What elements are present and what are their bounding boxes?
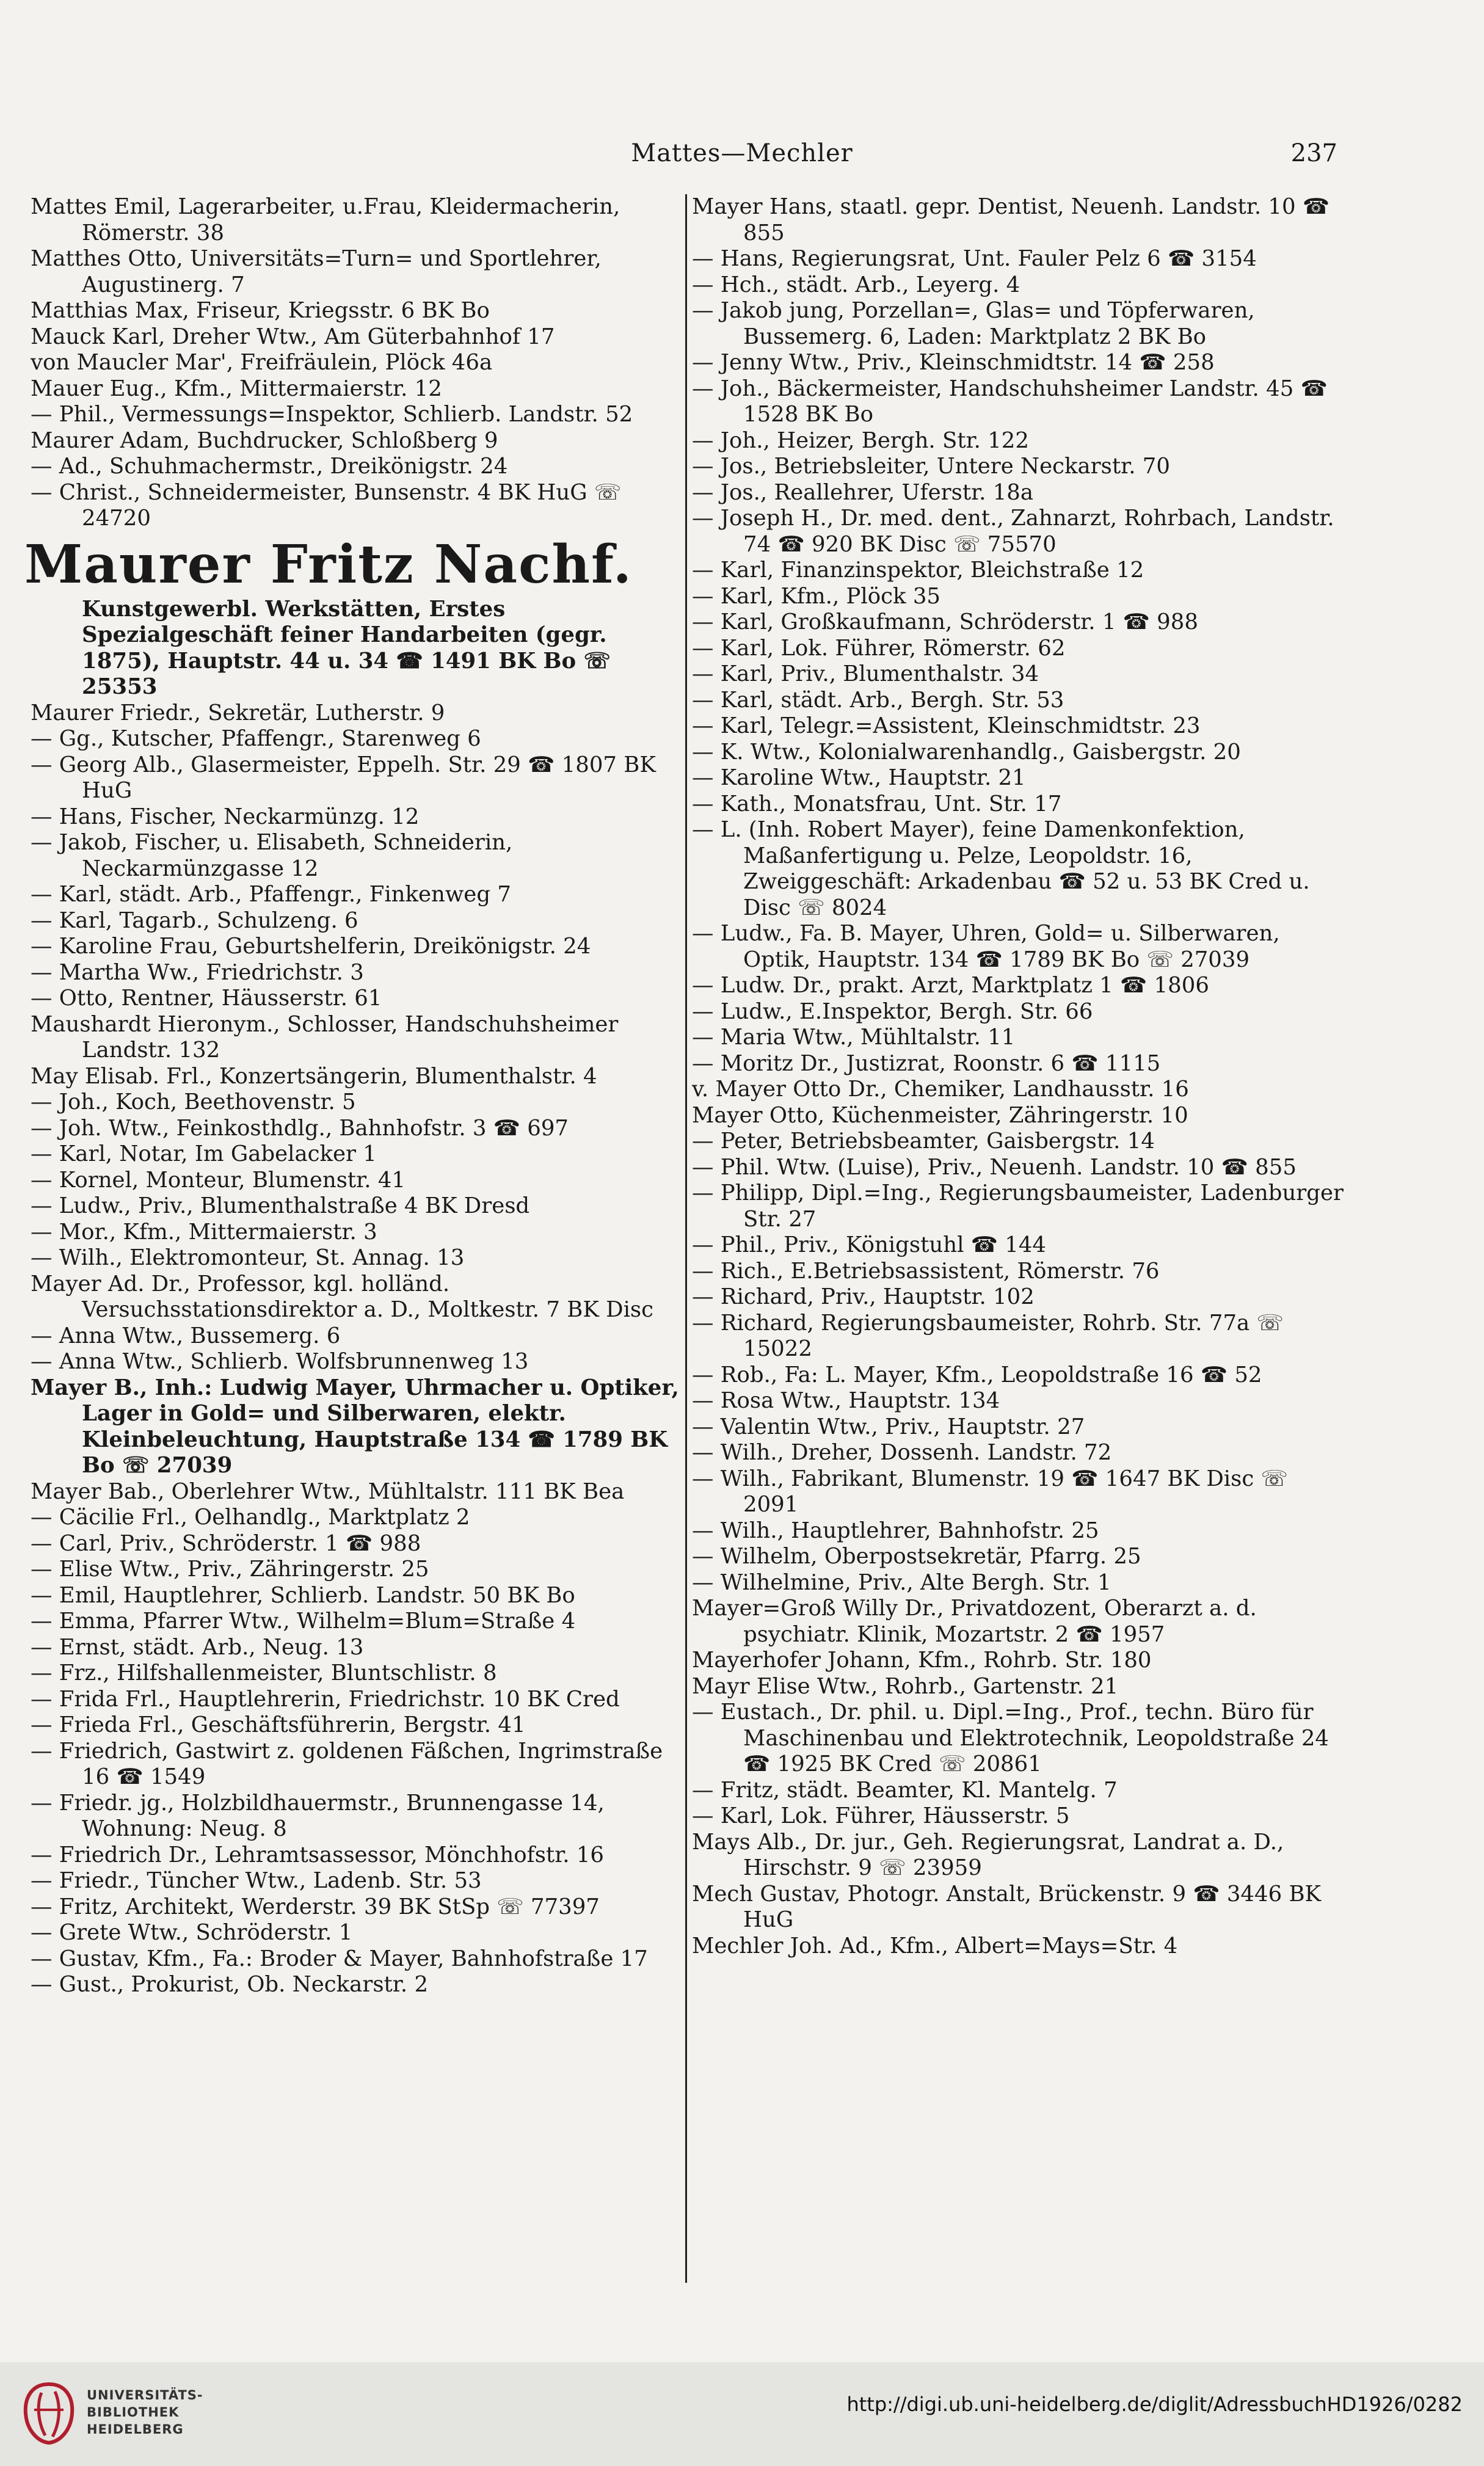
directory-entry: Mauck Karl, Dreher Wtw., Am Güterbahnhof 17	[31, 324, 555, 349]
directory-entry: — Friedr., Tüncher Wtw., Ladenb. Str. 53	[31, 1868, 482, 1893]
directory-entry: — Jakob, Fischer, u. Elisabeth, Schneiderin, Neckarmünzgasse 12	[31, 830, 513, 881]
directory-entry: — Peter, Betriebsbeamter, Gaisbergstr. 14	[692, 1129, 1155, 1154]
directory-entry: — Kath., Monatsfrau, Unt. Str. 17	[692, 791, 1062, 817]
directory-entry: — Gustav, Kfm., Fa.: Broder & Mayer, Bahnhofstraße 17	[31, 1946, 648, 1971]
directory-entry: — Maria Wtw., Mühltalstr. 11	[692, 1025, 1016, 1050]
right-column	[692, 194, 1349, 1959]
directory-entry: Mayer=Groß Willy Dr., Privatdozent, Oberarzt a. d. psychiatr. Klinik, Mozartstr. 2 ☎ 1957	[692, 1596, 1257, 1647]
directory-entry: Mayr Elise Wtw., Rohrb., Gartenstr. 21	[692, 1673, 1119, 1699]
directory-entry: — Anna Wtw., Schlierb. Wolfsbrunnenweg 13	[31, 1349, 529, 1374]
directory-entry: Mayer Hans, staatl. gepr. Dentist, Neuenh. Landstr. 10 ☎ 855	[692, 194, 1330, 246]
directory-entry: — Karl, städt. Arb., Bergh. Str. 53	[692, 687, 1064, 713]
directory-entry: — Joh. Wtw., Feinkosthdlg., Bahnhofstr. 3 ☎ 697	[31, 1115, 569, 1141]
directory-entry: — Karl, Telegr.=Assistent, Kleinschmidtstr. 23	[692, 713, 1201, 738]
logo-text	[87, 2387, 203, 2438]
logo-line: BIBLIOTHEK	[87, 2405, 180, 2420]
directory-entry: — Karl, Lok. Führer, Römerstr. 62	[692, 635, 1066, 661]
directory-entry: — Moritz Dr., Justizrat, Roonstr. 6 ☎ 1115	[692, 1050, 1161, 1076]
directory-entry: Mechler Joh. Ad., Kfm., Albert=Mays=Str. 4	[692, 1933, 1178, 1959]
page-title: Mattes—Mechler	[631, 139, 853, 167]
directory-entry: — Joh., Heizer, Bergh. Str. 122	[692, 427, 1029, 453]
directory-entry: — Jos., Reallehrer, Uferstr. 18a	[692, 479, 1034, 505]
directory-entry: v. Mayer Otto Dr., Chemiker, Landhausstr. 16	[692, 1077, 1189, 1102]
directory-entry: — Karl, Tagarb., Schulzeng. 6	[31, 907, 358, 933]
directory-entry: — Jakob jung, Porzellan=, Glas= und Töpferwaren, Bussemerg. 6, Laden: Marktplatz 2 BK Bo	[692, 298, 1255, 349]
directory-entry: — Valentin Wtw., Priv., Hauptstr. 27	[692, 1414, 1085, 1439]
directory-entry: — Frz., Hilfshallenmeister, Bluntschlistr. 8	[31, 1660, 497, 1686]
directory-entry: — Eustach., Dr. phil. u. Dipl.=Ing., Prof., techn. Büro für Maschinenbau und Elektrotechnik, Leopoldstraße 24 ☎ 1925 BK Cred ☏ 20861	[692, 1700, 1329, 1777]
directory-entry: — Hans, Fischer, Neckarmünzg. 12	[31, 804, 420, 829]
directory-entry: — Ad., Schuhmachermstr., Dreikönigstr. 24	[31, 454, 508, 479]
directory-entry: — Frida Frl., Hauptlehrerin, Friedrichstr. 10 BK Cred	[31, 1686, 620, 1712]
logo-line: HEIDELBERG	[87, 2422, 184, 2437]
advertisement-name: Maurer Fritz Nachf.	[24, 533, 633, 595]
directory-entry: — Joseph H., Dr. med. dent., Zahnarzt, Rohrbach, Landstr. 74 ☎ 920 BK Disc ☏ 75570	[692, 506, 1334, 557]
directory-entry: Mayer Ad. Dr., Professor, kgl. holländ. Versuchsstationsdirektor a. D., Moltkestr. 7 BK Disc	[31, 1271, 654, 1322]
directory-entry: Maushardt Hieronym., Schlosser, Handschuhsheimer Landstr. 132	[31, 1011, 619, 1063]
directory-entry: — Ludw., Priv., Blumenthalstraße 4 BK Dresd	[31, 1193, 530, 1218]
directory-entry: — Anna Wtw., Bussemerg. 6	[31, 1323, 341, 1348]
directory-entry: — Wilhelmine, Priv., Alte Bergh. Str. 1	[692, 1569, 1111, 1595]
running-head	[0, 139, 1484, 176]
directory-entry: — Wilh., Hauptlehrer, Bahnhofstr. 25	[692, 1518, 1099, 1543]
directory-entry: — Richard, Priv., Hauptstr. 102	[692, 1284, 1035, 1309]
library-logo[interactable]	[18, 2379, 214, 2453]
directory-entry: — Karl, städt. Arb., Pfaffengr., Finkenweg 7	[31, 882, 511, 907]
directory-entry: May Elisab. Frl., Konzertsängerin, Blumenthalstr. 4	[31, 1063, 597, 1089]
directory-entry: — Frieda Frl., Geschäftsführerin, Bergstr. 41	[31, 1712, 526, 1737]
permalink-url[interactable]: http://digi.ub.uni-heidelberg.de/diglit/AdressbuchHD1926/0282	[846, 2393, 1463, 2416]
directory-entry: — Friedr. jg., Holzbildhauermstr., Brunnengasse 14, Wohnung: Neug. 8	[31, 1790, 605, 1841]
directory-entry: Matthes Otto, Universitäts=Turn= und Sportlehrer, Augustinerg. 7	[31, 246, 602, 297]
directory-entry: — Wilh., Elektromonteur, St. Annag. 13	[31, 1245, 465, 1270]
directory-entry: — Christ., Schneidermeister, Bunsenstr. 4 BK HuG ☏ 24720	[31, 479, 622, 531]
left-column	[24, 194, 680, 1998]
directory-entry: — Fritz, städt. Beamter, Kl. Mantelg. 7	[692, 1777, 1118, 1803]
directory-entry: — L. (Inh. Robert Mayer), feine Damenkonfektion, Maßanfertigung u. Pelze, Leopoldstr. 16, Zweiggeschäft: Arkadenbau ☎ 52 u. 53 BK Cred u. Disc ☏ 8024	[692, 817, 1310, 920]
directory-entry: — Mor., Kfm., Mittermaierstr. 3	[31, 1219, 377, 1245]
directory-entry: Mays Alb., Dr. jur., Geh. Regierungsrat, Landrat a. D., Hirschstr. 9 ☏ 23959	[692, 1829, 1284, 1880]
directory-entry: Mayerhofer Johann, Kfm., Rohrb. Str. 180	[692, 1648, 1152, 1673]
directory-entry: — Jos., Betriebsleiter, Untere Neckarstr. 70	[692, 454, 1170, 479]
directory-entry: — Kornel, Monteur, Blumenstr. 41	[31, 1167, 406, 1193]
directory-entry: Maurer Friedr., Sekretär, Lutherstr. 9	[31, 700, 445, 726]
directory-entry: — Grete Wtw., Schröderstr. 1	[31, 1920, 353, 1945]
directory-entry: — Joh., Koch, Beethovenstr. 5	[31, 1089, 356, 1115]
directory-entry: — Gust., Prokurist, Ob. Neckarstr. 2	[31, 1972, 429, 1997]
logo-line: UNIVERSITÄTS-	[87, 2388, 203, 2402]
directory-entry: — Rob., Fa: L. Mayer, Kfm., Leopoldstraße 16 ☎ 52	[692, 1362, 1262, 1388]
directory-entry: — Friedrich Dr., Lehramtsassessor, Mönchhofstr. 16	[31, 1842, 604, 1868]
directory-entry: — Martha Ww., Friedrichstr. 3	[31, 959, 364, 985]
directory-entry: Maurer Adam, Buchdrucker, Schloßberg 9	[31, 427, 498, 453]
directory-entry: — Karl, Priv., Blumenthalstr. 34	[692, 661, 1039, 686]
directory-entry: — Carl, Priv., Schröderstr. 1 ☎ 988	[31, 1530, 421, 1556]
directory-entry: — Fritz, Architekt, Werderstr. 39 BK StSp ☏ 77397	[31, 1894, 600, 1919]
directory-entry: Mayer Bab., Oberlehrer Wtw., Mühltalstr. 111 BK Bea	[31, 1479, 625, 1504]
directory-entry-highlighted: Mayer B., Inh.: Ludwig Mayer, Uhrmacher u. Optiker, Lager in Gold= und Silberwaren, elektr. Kleinbeleuchtung, Hauptstraße 134 ☎ 1789 BK Bo ☏ 27039	[31, 1375, 679, 1478]
directory-entry: von Maucler Mar', Freifräulein, Plöck 46a	[31, 350, 493, 375]
directory-entry: — Elise Wtw., Priv., Zähringerstr. 25	[31, 1557, 429, 1582]
directory-entry: — Emma, Pfarrer Wtw., Wilhelm=Blum=Straße 4	[31, 1609, 576, 1634]
directory-entry: — Otto, Rentner, Häusserstr. 61	[31, 986, 382, 1011]
directory-entry: — Rosa Wtw., Hauptstr. 134	[692, 1388, 1000, 1413]
directory-entry: — Ludw., Fa. B. Mayer, Uhren, Gold= u. Silberwaren, Optik, Hauptstr. 134 ☎ 1789 BK Bo ☏ 27039	[692, 921, 1280, 972]
directory-entry: — Hch., städt. Arb., Leyerg. 4	[692, 272, 1020, 297]
directory-entry: — Rich., E.Betriebsassistent, Römerstr. 76	[692, 1258, 1160, 1284]
directory-entry: Mayer Otto, Küchenmeister, Zähringerstr. 10	[692, 1102, 1188, 1128]
directory-entry: — Hans, Regierungsrat, Unt. Fauler Pelz 6 ☎ 3154	[692, 246, 1257, 271]
directory-entry: — K. Wtw., Kolonialwarenhandlg., Gaisbergstr. 20	[692, 739, 1241, 765]
advertisement-text: Kunstgewerbl. Werkstätten, Erstes Spezialgeschäft feiner Handarbeiten (gegr. 1875), Hauptstr. 44 u. 34 ☎ 1491 BK Bo ☏ 25353	[82, 596, 611, 699]
directory-entry: — Georg Alb., Glasermeister, Eppelh. Str. 29 ☎ 1807 BK HuG	[31, 752, 656, 803]
directory-entry: — Phil. Wtw. (Luise), Priv., Neuenh. Landstr. 10 ☎ 855	[692, 1154, 1297, 1180]
directory-entry: — Ludw., E.Inspektor, Bergh. Str. 66	[692, 998, 1093, 1024]
directory-entry: — Karoline Frau, Geburtshelferin, Dreikönigstr. 24	[31, 934, 591, 959]
directory-entry: — Friedrich, Gastwirt z. goldenen Fäßchen, Ingrimstraße 16 ☎ 1549	[31, 1738, 663, 1789]
directory-entry: — Phil., Priv., Königstuhl ☎ 144	[692, 1232, 1046, 1257]
directory-entry: — Wilh., Dreher, Dossenh. Landstr. 72	[692, 1440, 1112, 1465]
directory-entry: — Ernst, städt. Arb., Neug. 13	[31, 1634, 364, 1660]
directory-entry: — Cäcilie Frl., Oelhandlg., Marktplatz 2	[31, 1505, 470, 1530]
directory-entry: — Jenny Wtw., Priv., Kleinschmidtstr. 14 ☎ 258	[692, 350, 1215, 375]
directory-entry: — Karl, Lok. Führer, Häusserstr. 5	[692, 1803, 1070, 1828]
directory-entry: Mech Gustav, Photogr. Anstalt, Brückenstr. 9 ☎ 3446 BK HuG	[692, 1881, 1322, 1932]
directory-entry: — Karoline Wtw., Hauptstr. 21	[692, 765, 1026, 790]
page-number: 237	[1290, 139, 1337, 167]
directory-entry: — Emil, Hauptlehrer, Schlierb. Landstr. 50 BK Bo	[31, 1582, 575, 1608]
directory-entry: — Gg., Kutscher, Pfaffengr., Starenweg 6	[31, 726, 481, 751]
directory-entry: — Wilhelm, Oberpostsekretär, Pfarrg. 25	[692, 1544, 1141, 1569]
directory-entry: — Wilh., Fabrikant, Blumenstr. 19 ☎ 1647 BK Disc ☏ 2091	[692, 1466, 1288, 1517]
directory-entry: — Karl, Finanzinspektor, Bleichstraße 12	[692, 558, 1144, 583]
directory-entry: — Joh., Bäckermeister, Handschuhsheimer Landstr. 45 ☎ 1528 BK Bo	[692, 376, 1328, 427]
directory-entry: — Philipp, Dipl.=Ing., Regierungsbaumeister, Ladenburger Str. 27	[692, 1180, 1344, 1232]
directory-entry: Matthias Max, Friseur, Kriegsstr. 6 BK Bo	[31, 298, 490, 323]
directory-entry: Mattes Emil, Lagerarbeiter, u.Frau, Kleidermacherin, Römerstr. 38	[31, 194, 620, 246]
directory-entry: Mauer Eug., Kfm., Mittermaierstr. 12	[31, 376, 442, 401]
column-divider	[685, 194, 687, 2283]
directory-entry: — Phil., Vermessungs=Inspektor, Schlierb. Landstr. 52	[31, 402, 633, 427]
viewer-footer	[0, 2362, 1484, 2466]
library-seal-icon	[18, 2379, 79, 2446]
directory-entry: — Ludw. Dr., prakt. Arzt, Marktplatz 1 ☎ 1806	[692, 973, 1209, 998]
directory-entry: — Karl, Notar, Im Gabelacker 1	[31, 1141, 377, 1166]
directory-entry: — Karl, Großkaufmann, Schröderstr. 1 ☎ 988	[692, 609, 1198, 635]
directory-entry: — Richard, Regierungsbaumeister, Rohrb. Str. 77a ☏ 15022	[692, 1310, 1284, 1361]
directory-entry: — Karl, Kfm., Plöck 35	[692, 583, 941, 609]
